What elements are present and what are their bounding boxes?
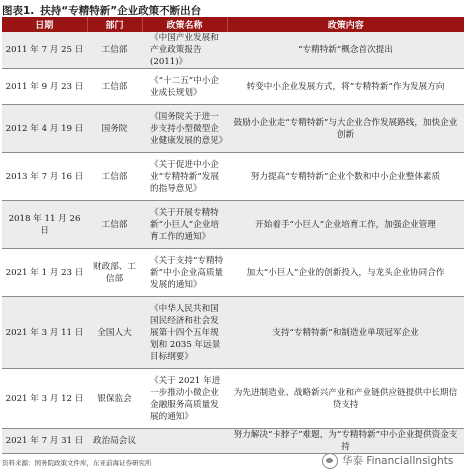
cell-policy-content: 为先进制造业、战略新兴产业和产业链供应链提供中长期信贷支持 [227,369,464,429]
cell-policy-content: 支持“专精特新”和制造业单项冠军企业 [227,297,464,369]
cell-policy-name: 《关于促进中小企业“专精特新”发展的指导意见》 [142,153,227,201]
cell-policy-name: 《中华人民共和国国民经济和社会发展第十四个五年规划和 2035 年远景目标纲要》 [142,297,227,369]
header-date: 日期 [2,17,87,32]
table-row [2,249,464,297]
table-row [2,105,464,153]
cell-policy-name: 《关于 2021 年进一步推动小微企业金融服务高质量发展的通知》 [142,369,227,429]
cell-department: 工信部 [87,153,142,201]
cell-date: 2021 年 3 月 11 日 [2,297,87,369]
cell-date: 2013 年 7 月 16 日 [2,153,87,201]
cell-department: 工信部 [87,69,142,105]
cell-policy-name: 《中国产业发展和产业政策报告(2011)》 [142,32,227,69]
figure-title-text: 扶持“专精特新”企业政策不断出台 [40,5,202,17]
header-policy-content: 政策内容 [227,17,464,32]
cell-department: 政治局会议 [87,429,142,454]
table-row [2,429,464,454]
cell-department: 财政部、工信部 [87,249,142,297]
wechat-icon [322,453,338,469]
cell-date: 2021 年 1 月 23 日 [2,249,87,297]
header-department: 部门 [87,17,142,32]
cell-policy-name [142,429,227,454]
cell-policy-content: 开始着手“小巨人”企业培育工作，加强企业管理 [227,201,464,249]
cell-policy-content: “专精特新”概念首次提出 [227,32,464,69]
cell-policy-content: 努力解决“卡脖子”难题，为“专精特新”中小企业提供资金支持 [227,429,464,454]
table-row [2,69,464,105]
cell-date: 2018 年 11 月 26 日 [2,201,87,249]
table-row [2,153,464,201]
table-row [2,201,464,249]
cell-department: 工信部 [87,201,142,249]
cell-date: 2021 年 3 月 12 日 [2,369,87,429]
table-header-row [2,17,464,32]
cell-policy-content: 努力提高“专精特新”企业个数和中小企业整体素质 [227,153,464,201]
cell-department: 国务院 [87,105,142,153]
cell-date: 2011 年 7 月 25 日 [2,32,87,69]
cell-policy-name: 《“十二五”中小企业成长规划》 [142,69,227,105]
cell-department: 工信部 [87,32,142,69]
figure-number: 图表1. [2,5,35,17]
cell-policy-name: 《关于开展专精特新“小巨人”企业培育工作的通知》 [142,201,227,249]
watermark-text: 华泰 FinancialInsights [342,455,454,467]
cell-policy-content: 转变中小企业发展方式，将“专精特新”作为发展方向 [227,69,464,105]
watermark [322,452,453,470]
header-policy-name: 政策名称 [142,17,227,32]
cell-policy-content: 加大“小巨人”企业的创新投入，与龙头企业协同合作 [227,249,464,297]
source-note: 资料来源：国务院政策文件库，东亚前海证券研究所 [2,459,152,467]
cell-date: 2011 年 9 月 23 日 [2,69,87,105]
cell-date: 2012 年 4 月 19 日 [2,105,87,153]
cell-policy-content: 鼓励小企业走“专精特新”与大企业合作发展路线，加快企业创新 [227,105,464,153]
policy-table [2,17,464,454]
cell-date: 2021 年 7 月 31 日 [2,429,87,454]
cell-department: 银保监会 [87,369,142,429]
table-row [2,297,464,369]
table-row [2,369,464,429]
cell-department: 全国人大 [87,297,142,369]
cell-policy-name: 《关于支持“专精特新”中小企业高质量发展的通知》 [142,249,227,297]
table-row [2,32,464,69]
cell-policy-name: 《国务院关于进一步支持小型微型企业健康发展的意见》 [142,105,227,153]
figure-title [2,4,464,18]
